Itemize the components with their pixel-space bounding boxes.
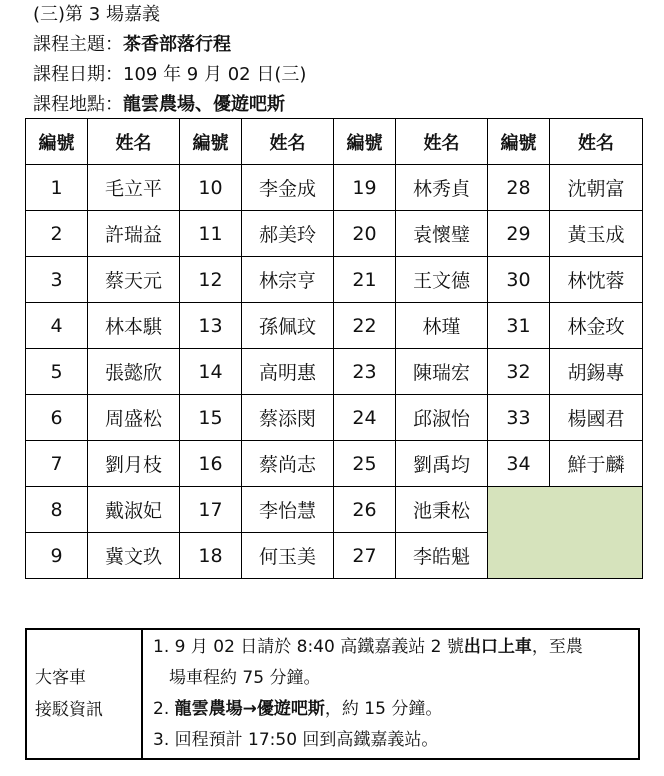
participant-number: 33 <box>488 395 550 441</box>
table-row <box>26 441 643 487</box>
participant-name: 郝美玲 <box>242 211 334 257</box>
participant-name: 李皓魁 <box>396 533 488 579</box>
header-number: 編號 <box>488 119 550 165</box>
participant-name: 蔡添閔 <box>242 395 334 441</box>
participant-number: 30 <box>488 257 550 303</box>
participant-number: 17 <box>180 487 242 533</box>
participant-number: 12 <box>180 257 242 303</box>
participant-name: 劉月枝 <box>88 441 180 487</box>
table-row <box>26 349 643 395</box>
participant-name: 林秀貞 <box>396 165 488 211</box>
participant-number: 29 <box>488 211 550 257</box>
participant-name: 胡錫專 <box>550 349 643 395</box>
participant-name: 張懿欣 <box>88 349 180 395</box>
participant-number: 24 <box>334 395 396 441</box>
course-date-value: 109 年 9 月 02 日(三) <box>123 64 307 85</box>
bus-label-line2: 接駁資訊 <box>35 700 103 720</box>
header-name: 姓名 <box>88 119 180 165</box>
bus-item-2-num: 2. <box>153 699 175 719</box>
course-theme-value: 茶香部落行程 <box>123 34 231 55</box>
table-row <box>26 165 643 211</box>
participant-number: 5 <box>26 349 88 395</box>
participant-number: 26 <box>334 487 396 533</box>
table-row <box>26 303 643 349</box>
participant-number: 18 <box>180 533 242 579</box>
table-row <box>26 395 643 441</box>
participant-number: 1 <box>26 165 88 211</box>
course-location-value: 龍雲農場、優遊吧斯 <box>123 94 285 115</box>
participant-number: 34 <box>488 441 550 487</box>
participant-number: 22 <box>334 303 396 349</box>
header-number: 編號 <box>334 119 396 165</box>
participant-name: 何玉美 <box>242 533 334 579</box>
course-location-label: 課程地點： <box>33 94 123 115</box>
participant-name: 楊國君 <box>550 395 643 441</box>
participant-name: 林忱蓉 <box>550 257 643 303</box>
bus-label-line1: 大客車 <box>35 668 86 688</box>
participant-number: 16 <box>180 441 242 487</box>
roster-header-row <box>26 119 643 165</box>
participant-name: 林本騏 <box>88 303 180 349</box>
participant-number: 7 <box>26 441 88 487</box>
participant-name: 毛立平 <box>88 165 180 211</box>
participant-name: 戴淑妃 <box>88 487 180 533</box>
bus-item-3: 3. 回程預計 17:50 回到高鐵嘉義站。 <box>153 730 439 750</box>
participant-name: 蔡尚志 <box>242 441 334 487</box>
course-location <box>33 94 285 116</box>
participant-number: 14 <box>180 349 242 395</box>
header-name: 姓名 <box>242 119 334 165</box>
bus-item-1-text: 1. 9 月 02 日請於 8:40 高鐵嘉義站 2 號 <box>153 637 464 657</box>
roster-table <box>25 118 643 579</box>
participant-name: 池秉松 <box>396 487 488 533</box>
participant-number: 9 <box>26 533 88 579</box>
bus-info-table <box>25 628 640 760</box>
participant-number: 10 <box>180 165 242 211</box>
course-date-label: 課程日期： <box>33 64 123 85</box>
empty-cell <box>488 487 643 579</box>
bus-item-1-cont: 場車程約 75 分鐘。 <box>169 668 321 688</box>
course-theme-label: 課程主題： <box>33 34 123 55</box>
participant-number: 3 <box>26 257 88 303</box>
participant-name: 孫佩玟 <box>242 303 334 349</box>
bus-item-1 <box>153 632 638 663</box>
participant-name: 劉禹均 <box>396 441 488 487</box>
bus-item-2-route: 龍雲農場→優遊吧斯 <box>174 699 325 719</box>
participant-number: 15 <box>180 395 242 441</box>
participant-name: 高明惠 <box>242 349 334 395</box>
bus-info-details <box>142 629 639 759</box>
header-name: 姓名 <box>396 119 488 165</box>
participant-number: 19 <box>334 165 396 211</box>
participant-name: 林金玫 <box>550 303 643 349</box>
bus-item-2 <box>153 694 638 725</box>
participant-name: 許瑞益 <box>88 211 180 257</box>
participant-name: 蔡天元 <box>88 257 180 303</box>
bus-item-2-tail: ，約 15 分鐘。 <box>324 699 443 719</box>
participant-name: 李怡慧 <box>242 487 334 533</box>
participant-name: 沈朝富 <box>550 165 643 211</box>
participant-number: 8 <box>26 487 88 533</box>
header-name: 姓名 <box>550 119 643 165</box>
roster-body <box>26 165 643 579</box>
table-row <box>26 487 643 533</box>
participant-name: 黃玉成 <box>550 211 643 257</box>
participant-name: 袁懷璧 <box>396 211 488 257</box>
bus-item-1-tail: ，至農 <box>531 637 583 657</box>
participant-number: 27 <box>334 533 396 579</box>
participant-name: 林宗亨 <box>242 257 334 303</box>
header-number: 編號 <box>26 119 88 165</box>
participant-number: 4 <box>26 303 88 349</box>
table-row <box>26 257 643 303</box>
participant-number: 2 <box>26 211 88 257</box>
participant-number: 21 <box>334 257 396 303</box>
participant-name: 周盛松 <box>88 395 180 441</box>
table-row <box>26 211 643 257</box>
participant-name: 林瑾 <box>396 303 488 349</box>
participant-number: 31 <box>488 303 550 349</box>
session-title: (三)第 3 場嘉義 <box>33 4 160 25</box>
participant-number: 25 <box>334 441 396 487</box>
participant-name: 王文德 <box>396 257 488 303</box>
participant-name: 陳瑞宏 <box>396 349 488 395</box>
participant-name: 冀文玖 <box>88 533 180 579</box>
participant-name: 邱淑怡 <box>396 395 488 441</box>
participant-number: 13 <box>180 303 242 349</box>
bus-info-label <box>26 629 142 759</box>
header-number: 編號 <box>180 119 242 165</box>
participant-number: 23 <box>334 349 396 395</box>
participant-number: 32 <box>488 349 550 395</box>
course-date <box>33 64 306 86</box>
participant-number: 28 <box>488 165 550 211</box>
participant-name: 鮮于麟 <box>550 441 643 487</box>
participant-number: 6 <box>26 395 88 441</box>
course-theme <box>33 34 231 56</box>
participant-number: 20 <box>334 211 396 257</box>
participant-number: 11 <box>180 211 242 257</box>
bus-item-1-bold: 出口上車 <box>463 637 532 657</box>
participant-name: 李金成 <box>242 165 334 211</box>
